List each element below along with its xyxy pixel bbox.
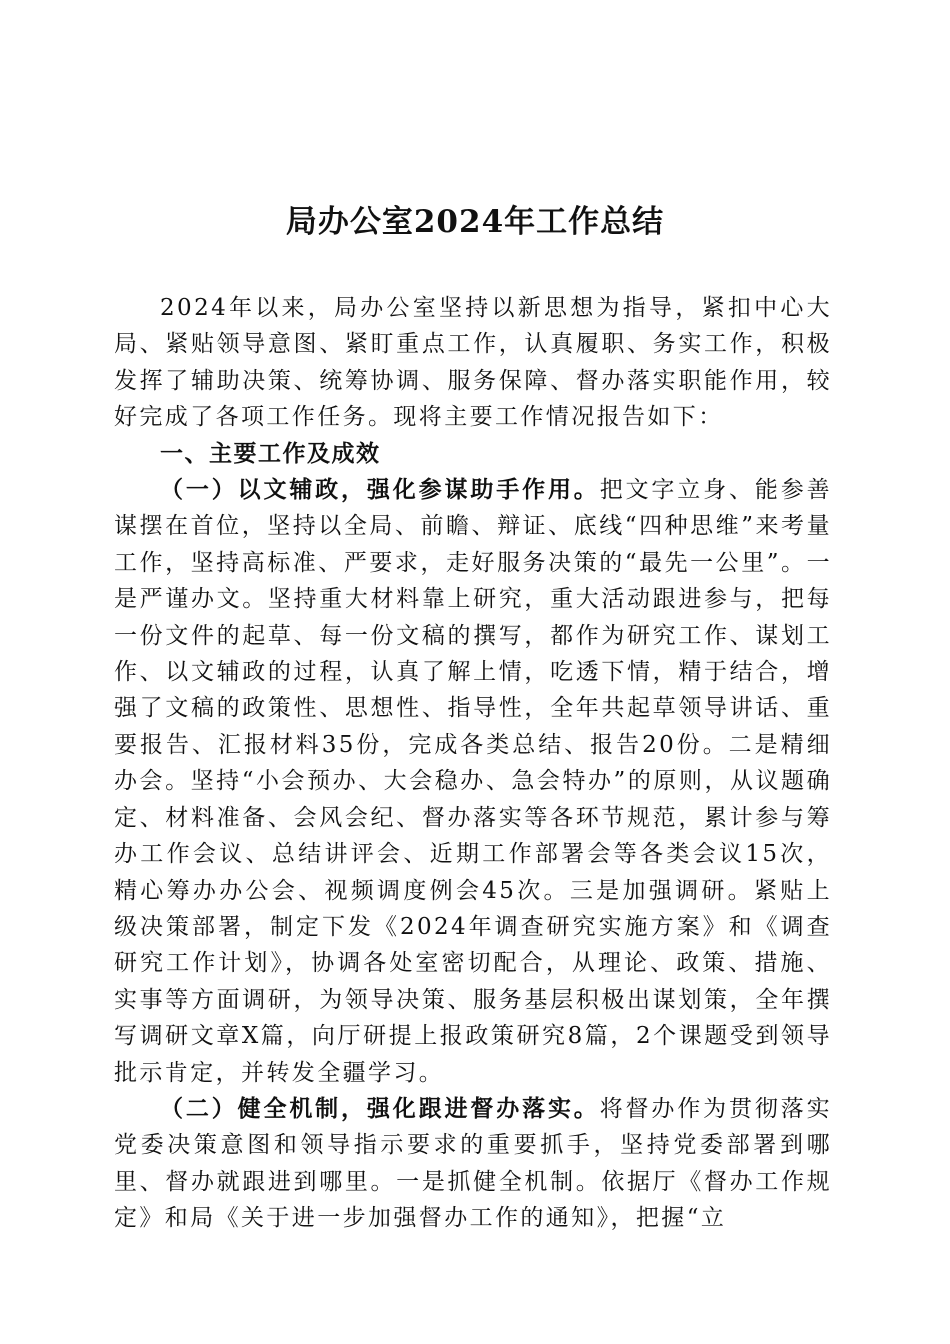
item-body-1: 把文字立身、能参善谋摆在首位，坚持以全局、前瞻、辩证、底线“四种思维”来考量工作，坚持高标准、严要求，走好服务决策的“最先一公里”。一是严谨办文。坚持重大材料靠上研究，重大活动跟进参与，把每一份文件的起草、每一份文稿的撰写，都作为研究工作、谋划工作、以文辅政的过程，认真了解上情，吃透下情，精于结合，增强了文稿的政策性、思想性、指导性，全年共起草领导讲话、重要报告、汇报材料35份，完成各类总结、报告20份。二是精细办会。坚持“小会预办、大会稳办、急会特办”的原则，从议题确定、材料准备、会风会纪、督办落实等各环节规范，累计参与筹办工作会议、总结讲评会、近期工作部署会等各类会议15次，精心筹办办公会、视频调度例会45次。三是加强调研。紧贴上级决策部署，制定下发《2024年调查研究实施方案》和《调查研究工作计划》，协调各处室密切配合，从理论、政策、措施、实事等方面调研，为领导决策、服务基层积极出谋划策，全年撰写调研文章X篇，向厅研提上报政策研究8篇，2个课题受到领导批示肯定，并转发全疆学习。 — [114, 477, 832, 1086]
item-body-2: 将督办作为贯彻落实党委决策意图和领导指示要求的重要抓手，坚持党委部署到哪里、督办就跟进到哪里。一是抓健全机制。依据厅《督办工作规定》和局《关于进一步加强督办工作的通知》，把握“立 — [114, 1095, 832, 1232]
intro-paragraph: 2024年以来，局办公室坚持以新思想为指导，紧扣中心大局、紧贴领导意图、紧盯重点工作，认真履职、务实工作，积极发挥了辅助决策、统筹协调、服务保障、督办落实职能作用，较好完成了各项工作任务。现将主要工作情况报告如下： — [114, 295, 832, 431]
item-paragraph-1 — [114, 472, 832, 1091]
item-paragraph-2 — [114, 1091, 832, 1237]
section-heading-main-work: 一、主要工作及成效 — [160, 440, 381, 467]
item-heading-2: （二）健全机制，强化跟进督办落实。 — [160, 1094, 600, 1122]
item-heading-1: （一）以文辅政，强化参谋助手作用。 — [160, 476, 600, 504]
document-title: 局办公室2024年工作总结 — [285, 204, 665, 240]
document-body — [114, 290, 832, 1237]
